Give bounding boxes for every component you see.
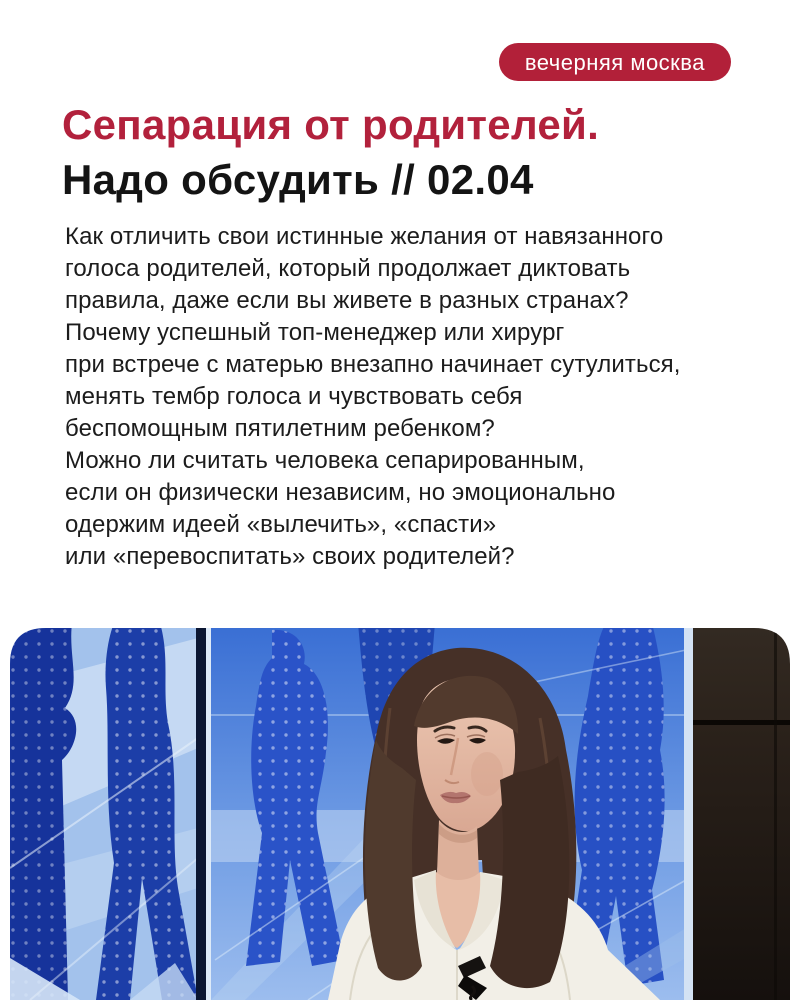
body-line: Как отличить свои истинные желания от навязанного bbox=[65, 223, 664, 250]
studio-wall-panel bbox=[684, 628, 790, 1000]
body-line: или «перевоспитать» своих родителей? bbox=[65, 543, 515, 570]
body-line: при встрече с матерью внезапно начинает сутулиться, bbox=[65, 351, 681, 378]
post-title bbox=[62, 97, 599, 207]
body-line: голоса родителей, который продолжает диктовать bbox=[65, 255, 631, 282]
body-line: Можно ли считать человека сепарированным, bbox=[65, 447, 585, 474]
body-line: правила, даже если вы живете в разных странах? bbox=[65, 287, 629, 314]
studio-photo bbox=[10, 628, 790, 1000]
body-line: если он физически независим, но эмоционально bbox=[65, 479, 616, 506]
body-line: беспомощным пятилетним ребенком? bbox=[65, 415, 495, 442]
body-line: одержим идеей «вылечить», «спасти» bbox=[65, 511, 497, 538]
body-line: Почему успешный топ-менеджер или хирург bbox=[65, 319, 565, 346]
post-title-line1: Сепарация от родителей. bbox=[62, 101, 600, 148]
post-body bbox=[65, 221, 681, 573]
publisher-badge: вечерняя москва bbox=[499, 43, 731, 81]
video-wall-left-panel bbox=[10, 628, 206, 1000]
post-title-line2: Надо обсудить // 02.04 bbox=[62, 156, 534, 203]
panel-seam bbox=[196, 628, 206, 1000]
body-line: менять тембр голоса и чувствовать себя bbox=[65, 383, 523, 410]
